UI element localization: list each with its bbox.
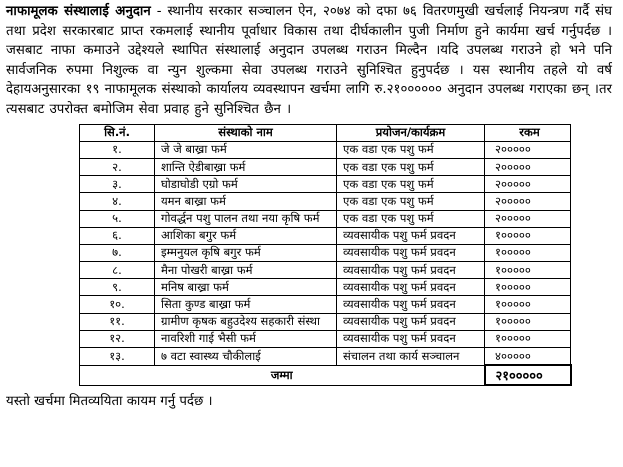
row-name: सिता कुण्ड बाख्रा फर्म (155, 296, 337, 313)
table-row (80, 296, 571, 313)
row-sn: २. (80, 158, 155, 175)
row-name: गोवर्द्धन पशु पालन तथा नया कृषि फर्म (155, 210, 337, 227)
total-label: जम्मा (80, 365, 485, 385)
row-name: घोडाघोडी एग्रो फर्म (155, 176, 337, 193)
table-header-row (80, 124, 571, 141)
table-row (80, 141, 571, 158)
row-sn: १०. (80, 296, 155, 313)
row-amount: २००००० (485, 176, 571, 193)
grant-table (79, 124, 572, 387)
row-sn: १३. (80, 348, 155, 366)
row-purpose: एक वडा एक पशु फर्म (337, 193, 485, 210)
row-sn: ४. (80, 193, 155, 210)
row-sn: ९. (80, 279, 155, 296)
table-row (80, 244, 571, 261)
header-name: संस्थाको नाम (155, 124, 337, 141)
row-purpose: एक वडा एक पशु फर्म (337, 141, 485, 158)
table-row (80, 158, 571, 175)
row-sn: ६. (80, 227, 155, 244)
table-row (80, 330, 571, 347)
row-name: ग्रामीण कृषक बहुउदेश्य सहकारी संस्था (155, 313, 337, 330)
row-purpose: व्यवसायीक पशु फर्म प्रवदन (337, 227, 485, 244)
table-row (80, 279, 571, 296)
row-amount: १००००० (485, 330, 571, 347)
row-name: शान्ति ऐडीबाख्रा फर्म (155, 158, 337, 175)
row-amount: २००००० (485, 141, 571, 158)
row-purpose: व्यवसायीक पशु फर्म प्रवदन (337, 296, 485, 313)
row-amount: २००००० (485, 158, 571, 175)
table-row (80, 176, 571, 193)
row-purpose: व्यवसायीक पशु फर्म प्रवदन (337, 244, 485, 261)
row-name: ७ वटा स्वास्थ्य चौकीलाई (155, 348, 337, 366)
row-amount: १००००० (485, 227, 571, 244)
row-amount: २००००० (485, 210, 571, 227)
intro-body: - स्थानीय सरकार सञ्चालन ऐन, २०७४ को दफा ७६ वितरणमुखी खर्चलाई नियन्त्रण गर्दै संघ तथा प्रदेश सरकारबाट प्राप्त रकमलाई स्थानीय पूर्वाधार विकास तथा दीर्घकालीन पुजी निर्माण हुने कार्यमा खर्च गर्नुपर्दछ । जसबाट नाफा कमाउने उद्देश्यले स्थापित संस्थालाई अनुदान उपलब्ध गराउन मिल्दैन ।यदि उपलब्ध गराउने हो भने पनि सार्वजनिक रुपमा निशुल्क वा न्युन शुल्कमा सेवा उपलब्ध गराउने सुनिश्चित हुनुपर्दछ । यस स्थानीय तहले यो वर्ष देहायअनुसारका १९ नाफामूलक संस्थाको कार्यालय व्यवस्थापन खर्चमा लागि रु.२१०००००० अनुदान उपलब्ध गराएका छन् ।तर त्यसबाट उपरोक्त बमोजिम सेवा प्रवाह हुने सुनिश्चित छैन । (6, 4, 613, 117)
row-sn: ५. (80, 210, 155, 227)
row-name: नावरिशी गाई भैसी फर्म (155, 330, 337, 347)
row-amount: २००००० (485, 193, 571, 210)
header-purpose: प्रयोजन/कार्यक्रम (337, 124, 485, 141)
table-row (80, 210, 571, 227)
total-row (80, 365, 571, 385)
row-sn: ३. (80, 176, 155, 193)
row-amount: १००००० (485, 262, 571, 279)
row-name: जे जे बाख्रा फर्म (155, 141, 337, 158)
row-sn: ११. (80, 313, 155, 330)
row-amount: १००००० (485, 244, 571, 261)
row-sn: १२. (80, 330, 155, 347)
table-row (80, 193, 571, 210)
row-name: इम्मनुयल कृषि बगुर फर्म (155, 244, 337, 261)
row-purpose: एक वडा एक पशु फर्म (337, 158, 485, 175)
row-purpose: व्यवसायीक पशु फर्म प्रवदन (337, 279, 485, 296)
row-purpose: व्यवसायीक पशु फर्म प्रवदन (337, 330, 485, 347)
row-amount: १००००० (485, 313, 571, 330)
table-row (80, 262, 571, 279)
table-row (80, 227, 571, 244)
header-sn: सि.नं. (80, 124, 155, 141)
row-purpose: एक वडा एक पशु फर्म (337, 176, 485, 193)
row-name: आशिका बगुर फर्म (155, 227, 337, 244)
row-sn: ७. (80, 244, 155, 261)
row-amount: ४००००० (485, 348, 571, 366)
total-amount: २१००००० (485, 365, 571, 385)
row-purpose: व्यवसायीक पशु फर्म प्रवदन (337, 262, 485, 279)
table-row (80, 348, 571, 366)
row-purpose: व्यवसायीक पशु फर्म प्रवदन (337, 313, 485, 330)
row-name: मनिष बाख्रा फर्म (155, 279, 337, 296)
row-sn: १. (80, 141, 155, 158)
row-amount: १००००० (485, 296, 571, 313)
row-purpose: एक वडा एक पशु फर्म (337, 210, 485, 227)
row-purpose: संचालन तथा कार्य सञ्चालन (337, 348, 485, 366)
audit-document (6, 0, 612, 409)
table-row (80, 313, 571, 330)
row-name: मैना पोखरी बाख्रा फर्म (155, 262, 337, 279)
intro-paragraph (6, 0, 612, 120)
header-amount: रकम (485, 124, 571, 141)
row-amount: १००००० (485, 279, 571, 296)
row-name: यमन बाख्रा फर्म (155, 193, 337, 210)
footer-note: यस्तो खर्चमा मितव्ययिता कायम गर्नु पर्दछ । (6, 394, 213, 410)
row-sn: ८. (80, 262, 155, 279)
section-heading: नाफामूलक संस्थालाई अनुदान (6, 4, 151, 19)
